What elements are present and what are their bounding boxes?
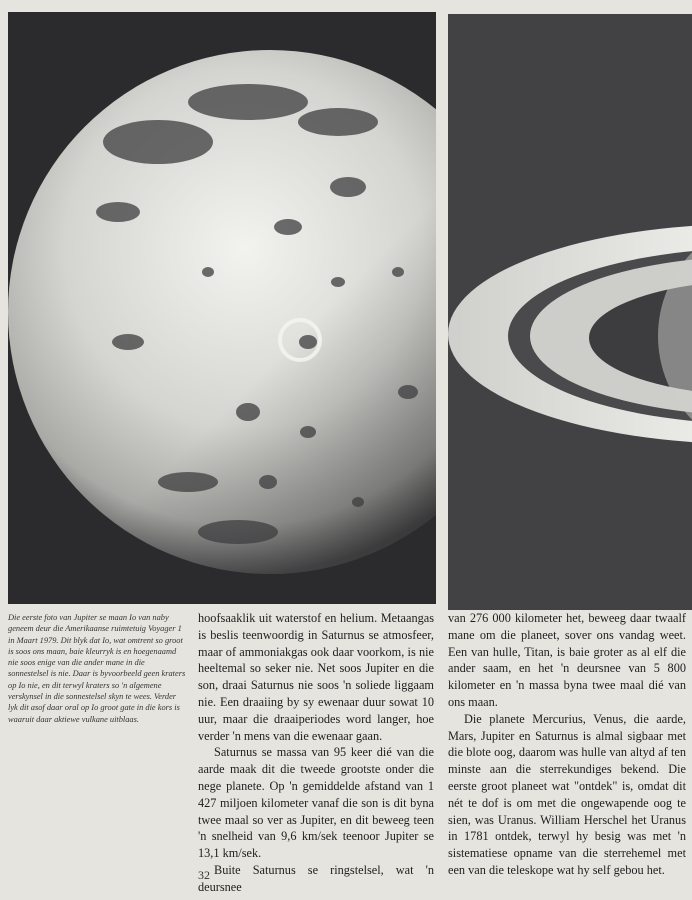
paragraph: Saturnus se massa van 95 keer dié van die aarde maak dit die tweede grootste onder die nege planete. Op 'n gemiddelde afstand van 1 427 miljoen kilometer vanaf die son is dit byna twee maal so ver as Jupiter, en dit beweeg teen 'n snelheid van 9,6 km/sek teenoor Jupiter se 13,1 km/sek. (198, 745, 434, 861)
saturn-photo (448, 14, 692, 610)
paragraph: Die planete Mercurius, Venus, die aarde, Mars, Jupiter en Saturnus is almal sigbaar met die blote oog, daarom was hulle van altyd af ten minste aan die sterrekundiges bekend. Die eerste groot planeet wat "ontdek" is, omdat dit nét te dof is om met die ongewapende oog te sien, was Uranus. William Herschel het Uranus in 1781 ontdek, terwyl hy besig was met 'n sistematiese opname van die sterrehemel met een van die teleskope wat hy self gebou het. (448, 711, 686, 877)
io-photo (8, 12, 436, 604)
page-number: 32 (198, 868, 210, 882)
photo-caption: Die eerste foto van Jupiter se maan Io van naby geneem deur die Amerikaanse ruimtetuig Voyager 1 in Maart 1979. Dit blyk dat Io, wat omtrent so groot is soos ons maan, baie kleurryk is en hoegenaamd nie soos enige van die ander mane in die sonnestelsel is nie. Daar is byvoorbeeld geen kraters op Io nie, en dit terwyl kraters so 'n algemene verskynsel in die sonnestelsel skyn te wees. Verder lyk dit asof daar oral op Io groot gate in die kors is waaruit daar aktiewe vulkane uitblaas. (8, 613, 186, 724)
text-column-middle (198, 610, 434, 896)
paragraph: van 276 000 kilometer het, beweeg daar twaalf mane om die planeet, sover ons vandag weet. Een van hulle, Titan, is baie groter as al elf die ander saam, en het 'n deursnee van 5 800 kilometer en 'n massa byna twee maal dié van ons maan. (448, 611, 686, 709)
paragraph: Buite Saturnus se ringstelsel, wat 'n deursnee (198, 862, 434, 894)
paragraph: hoofsaaklik uit waterstof en helium. Metaangas is beslis teenwoordig in Saturnus se atmosfeer, maar of ammoniakgas ook daar voorkom, is nie heeltemal so seker nie. Net soos Jupiter en die son, draai Saturnus nie soos 'n soliede liggaam nie. Een draaiing by sy ewenaar duur sowat 10 uur, maar die draaiperiodes word langer, hoe verder 'n mens van die ewenaar gaan. (198, 611, 434, 743)
text-column-right (448, 610, 686, 879)
